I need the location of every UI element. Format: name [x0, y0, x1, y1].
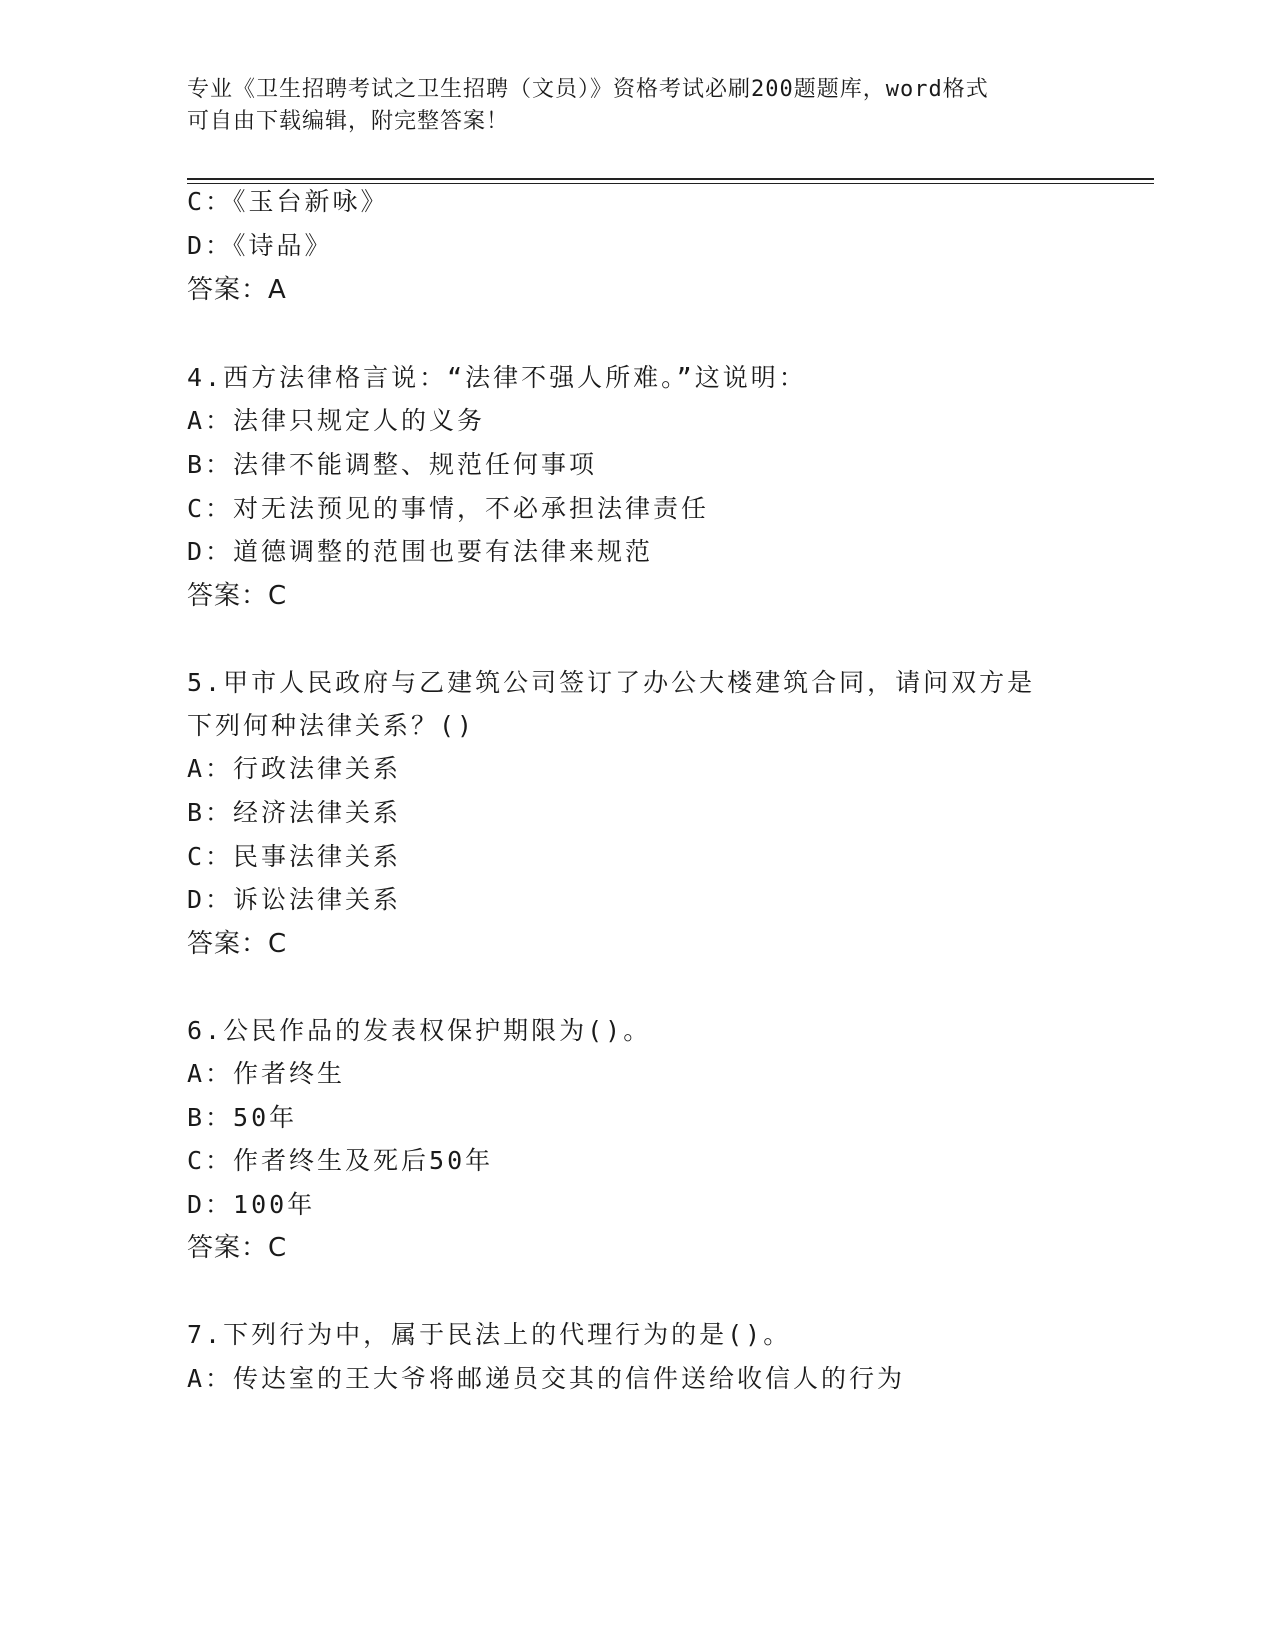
header-divider-thin — [187, 183, 1154, 184]
prev-question-option-d: D：《诗品》 — [187, 231, 333, 260]
question-5-stem-line-2: 下列何种法律关系？() — [187, 711, 476, 740]
question-5-option-b: B：经济法律关系 — [187, 798, 402, 827]
question-5-answer: 答案：C — [187, 929, 288, 959]
header-title-line-1: 专业《卫生招聘考试之卫生招聘（文员）》资格考试必刷200题题库，word格式 — [187, 77, 989, 102]
question-5-stem-line-1: 5.甲市人民政府与乙建筑公司签订了办公大楼建筑合同，请问双方是 — [187, 668, 1036, 697]
header-divider-thick — [187, 178, 1154, 180]
question-6-option-c: C：作者终生及死后50年 — [187, 1146, 494, 1175]
prev-question-option-c: C：《玉台新咏》 — [187, 187, 389, 216]
question-4-answer: 答案：C — [187, 581, 288, 611]
question-6-option-d: D：100年 — [187, 1190, 316, 1219]
question-5-option-c: C：民事法律关系 — [187, 842, 402, 871]
question-4-option-d: D：道德调整的范围也要有法律来规范 — [187, 537, 654, 566]
question-7-option-a: A：传达室的王大爷将邮递员交其的信件送给收信人的行为 — [187, 1364, 906, 1393]
question-4-option-a: A：法律只规定人的义务 — [187, 406, 486, 435]
question-5-option-d: D：诉讼法律关系 — [187, 885, 402, 914]
prev-question-answer: 答案：A — [187, 275, 287, 305]
question-6-stem: 6.公民作品的发表权保护期限为()。 — [187, 1016, 652, 1045]
question-6-option-b: B：50年 — [187, 1103, 298, 1132]
question-4-option-c: C：对无法预见的事情，不必承担法律责任 — [187, 494, 710, 523]
question-4-stem: 4.西方法律格言说：“法律不强人所难。”这说明： — [187, 363, 807, 392]
question-6-answer: 答案：C — [187, 1233, 288, 1263]
question-6-option-a: A：作者终生 — [187, 1059, 346, 1088]
question-5-option-a: A：行政法律关系 — [187, 754, 402, 783]
document-header — [187, 74, 1067, 138]
header-title-line-2: 可自由下载编辑，附完整答案！ — [187, 109, 510, 134]
question-4-option-b: B：法律不能调整、规范任何事项 — [187, 450, 598, 479]
question-7-stem: 7.下列行为中，属于民法上的代理行为的是()。 — [187, 1320, 792, 1349]
